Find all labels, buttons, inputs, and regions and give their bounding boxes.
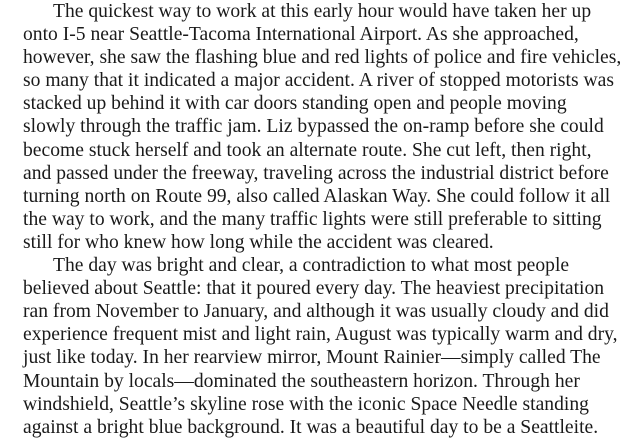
text-line: become stuck herself and took an alternate route. She cut left, then right, — [23, 139, 592, 161]
text-line: and passed under the freeway, traveling across the industrial district before — [23, 162, 609, 184]
text-line: against a bright blue background. It was a beautiful day to be a Seattleite. — [23, 416, 599, 438]
text-line: just like today. In her rearview mirror, Mount Rainier—simply called The — [23, 347, 601, 369]
text-line: The quickest way to work at this early hour would have taken her up — [53, 1, 592, 22]
text-line: Mountain by locals—dominated the southeastern horizon. Through her — [23, 370, 580, 392]
text-line: onto I-5 near Seattle-Tacoma International Airport. As she approached, — [23, 24, 579, 46]
text-line: however, she saw the flashing blue and red lights of police and fire vehicles, — [23, 47, 622, 69]
text-line: windshield, Seattle’s skyline rose with the iconic Space Needle standing — [23, 393, 589, 415]
paragraph-1 — [23, 0, 633, 254]
text-line: the way to work, and the many traffic lights were still preferable to sitting — [23, 208, 602, 230]
body-text — [23, 0, 633, 439]
text-line: The day was bright and clear, a contradiction to what most people — [53, 255, 570, 277]
text-line: turning north on Route 99, also called Alaskan Way. She could follow it all — [23, 185, 611, 207]
text-line: still for who knew how long while the accident was cleared. — [23, 231, 494, 253]
paragraph-2 — [23, 254, 633, 439]
text-line: ran from November to January, and although it was usually cloudy and did — [23, 301, 609, 323]
text-line: stacked up behind it with car doors standing open and people moving — [23, 93, 567, 115]
text-line: experience frequent mist and light rain, August was typically warm and dry, — [23, 324, 618, 346]
text-line: believed about Seattle: that it poured every day. The heaviest precipitation — [23, 278, 605, 300]
text-line: slowly through the traffic jam. Liz bypassed the on-ramp before she could — [23, 116, 604, 138]
text-line: so many that it indicated a major accident. A river of stopped motorists was — [23, 70, 614, 92]
